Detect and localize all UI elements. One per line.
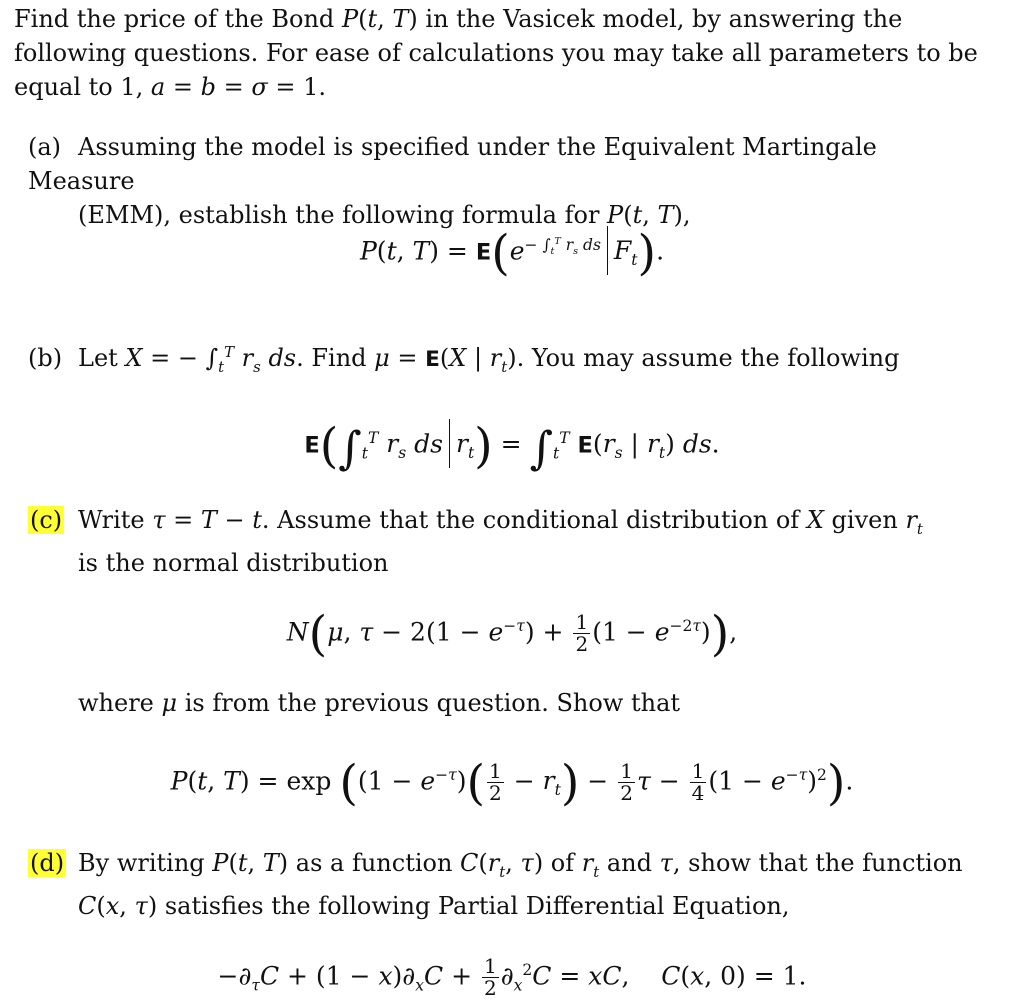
part-c-label: (c) bbox=[30, 506, 63, 534]
part-c-trailer: where μ is from the previous question. Show that bbox=[78, 689, 681, 717]
equation-a: P(t, $T) = E(e^{- \int_t^T r_s ds}$ $F_t$). bbox=[359, 225, 665, 281]
part-d-label: (d) bbox=[30, 849, 65, 877]
part-b: (b) Let X = − $\int_t^T$ $r_s$ ds. Find μ = E(X | $r_t$). You may assume the following bbox=[28, 343, 900, 376]
equation-c2: P(t, $T) = \exp ((1 - e^{-\tau})$( $\frac{1}{2}$ − $r_t$) − $\frac{1}{2}$ τ − $\frac{1}{4}$ $(1 - e^{-\tau})^2$). bbox=[170, 755, 854, 811]
equation-c1: N(μ, $\tau - 2(1 - e^{-\tau})$ + $\frac{1}{2}$ $(1 - e^{-2\tau})$), bbox=[286, 606, 738, 662]
part-a-label: (a) bbox=[28, 133, 62, 161]
part-b-label: (b) bbox=[28, 344, 63, 372]
part-d: (d) By writing P(t, T) as a function $C(r_t$, τ) of $r_t$ and τ, show that the function C(x, τ) satisfies the following Partial Differential Equation, bbox=[30, 849, 963, 920]
equation-d: $-\partial_\tau C + (1 - x)\partial_xC$ + $\frac{1}{2}$ $\partial_x^2C$ = xC, C(x, 0) = 1. bbox=[217, 954, 807, 1001]
part-c: (c) Write τ = T − t. Assume that the conditional distribution of X given $r_t$ is the normal distribution bbox=[30, 506, 923, 577]
part-a: (a) Assuming the model is specified under the Equivalent Martingale Measure (EMM), establish the following formula for P(t, T), bbox=[28, 130, 988, 232]
equation-b: $E(\int_t^T$ $r_s$ ds $r_t) = \int_t^T$ $E(r_s$ | $r_t$) ds. bbox=[304, 418, 720, 475]
intro-paragraph: Find the price of the Bond P(t, T) in the Vasicek model, by answering the following questions. For ease of calculations you may take all parameters to be equal to 1, a = b = σ = 1. bbox=[14, 5, 978, 101]
